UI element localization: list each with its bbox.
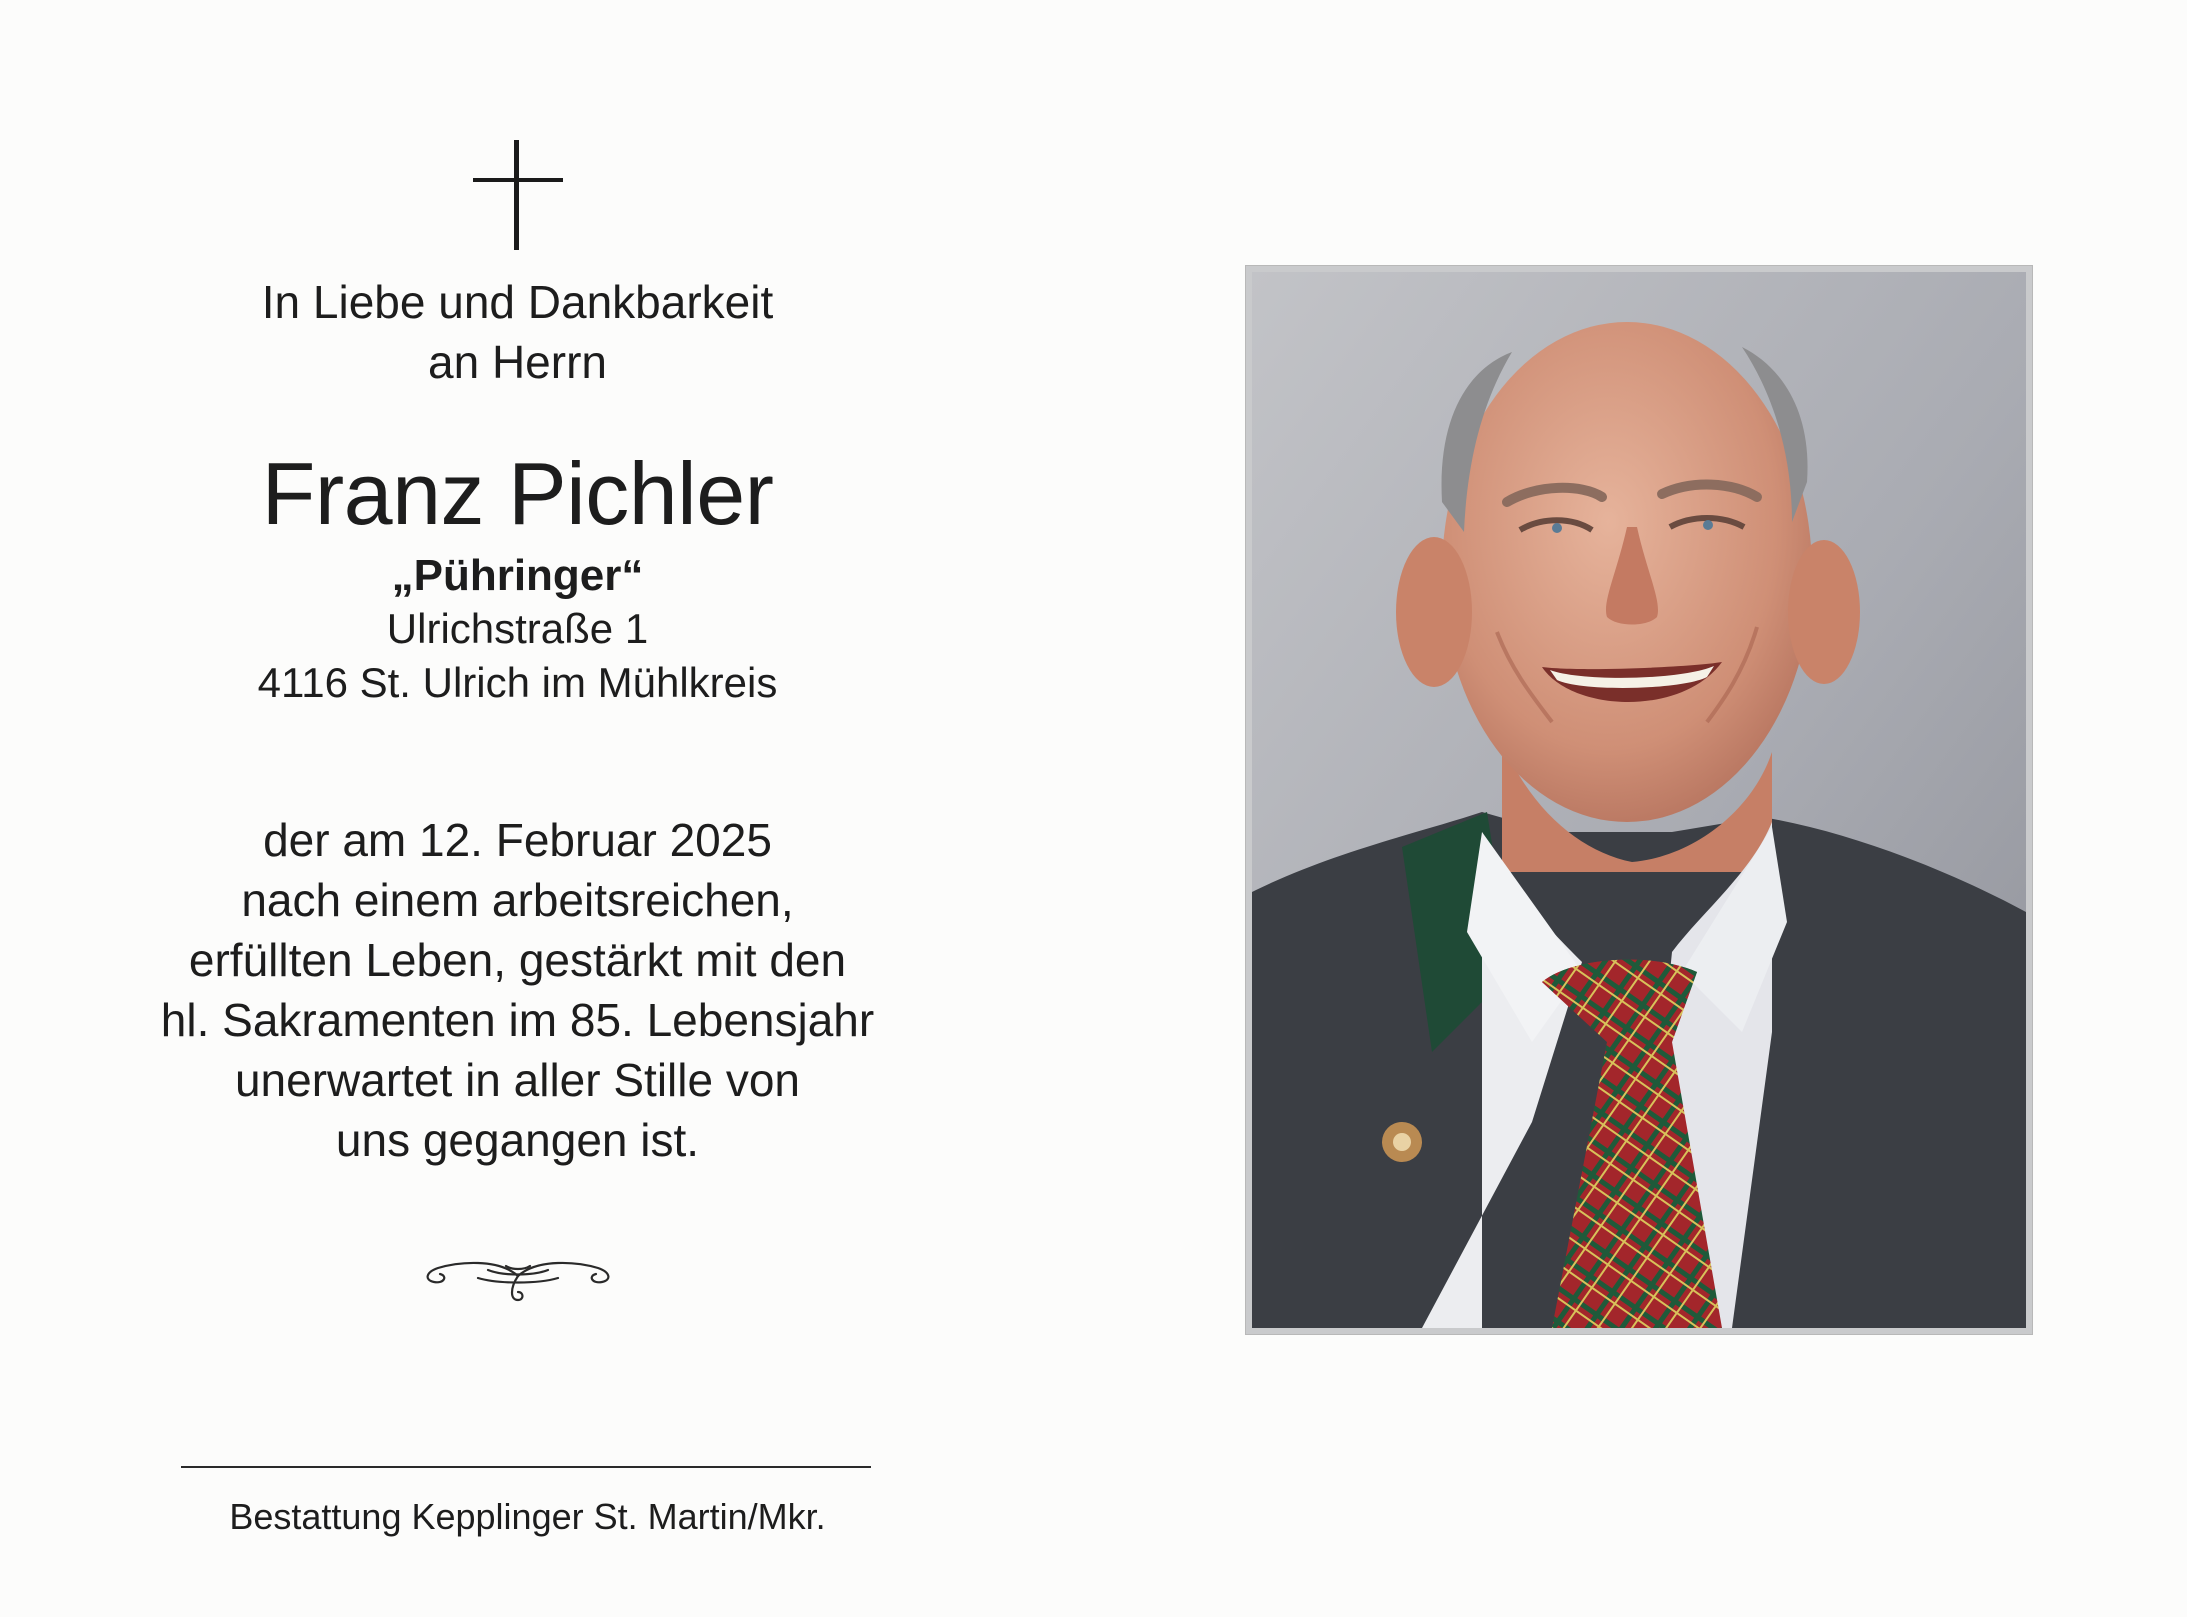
intro-text bbox=[90, 272, 945, 392]
obituary-line-6: uns gegangen ist. bbox=[335, 1114, 700, 1166]
ornament-icon bbox=[418, 1248, 618, 1308]
portrait-image bbox=[1252, 272, 2026, 1328]
obituary-line-4: hl. Sakramenten im 85. Lebensjahr bbox=[160, 994, 875, 1046]
funeral-home: Bestattung Kepplinger St. Martin/Mkr. bbox=[229, 1496, 826, 1537]
obituary-line-2: nach einem arbeitsreichen, bbox=[241, 874, 794, 926]
obituary-text bbox=[90, 810, 945, 1170]
portrait-photo bbox=[1245, 265, 2033, 1335]
deceased-nickname: „Pühringer“ bbox=[391, 551, 644, 600]
obituary-line-1: der am 12. Februar 2025 bbox=[263, 814, 772, 866]
text-column bbox=[90, 140, 945, 1308]
address-city: 4116 St. Ulrich im Mühlkreis bbox=[257, 659, 778, 706]
intro-line-1: In Liebe und Dankbarkeit bbox=[261, 276, 774, 328]
cross-icon bbox=[473, 140, 563, 250]
obituary-line-3: erfüllten Leben, gestärkt mit den bbox=[188, 934, 847, 986]
deceased-name: Franz Pichler bbox=[261, 444, 774, 543]
address-street: Ulrichstraße 1 bbox=[386, 605, 649, 652]
obituary-line-5: unerwartet in aller Stille von bbox=[234, 1054, 801, 1106]
intro-line-2: an Herrn bbox=[428, 336, 607, 388]
footer-divider bbox=[181, 1466, 871, 1468]
